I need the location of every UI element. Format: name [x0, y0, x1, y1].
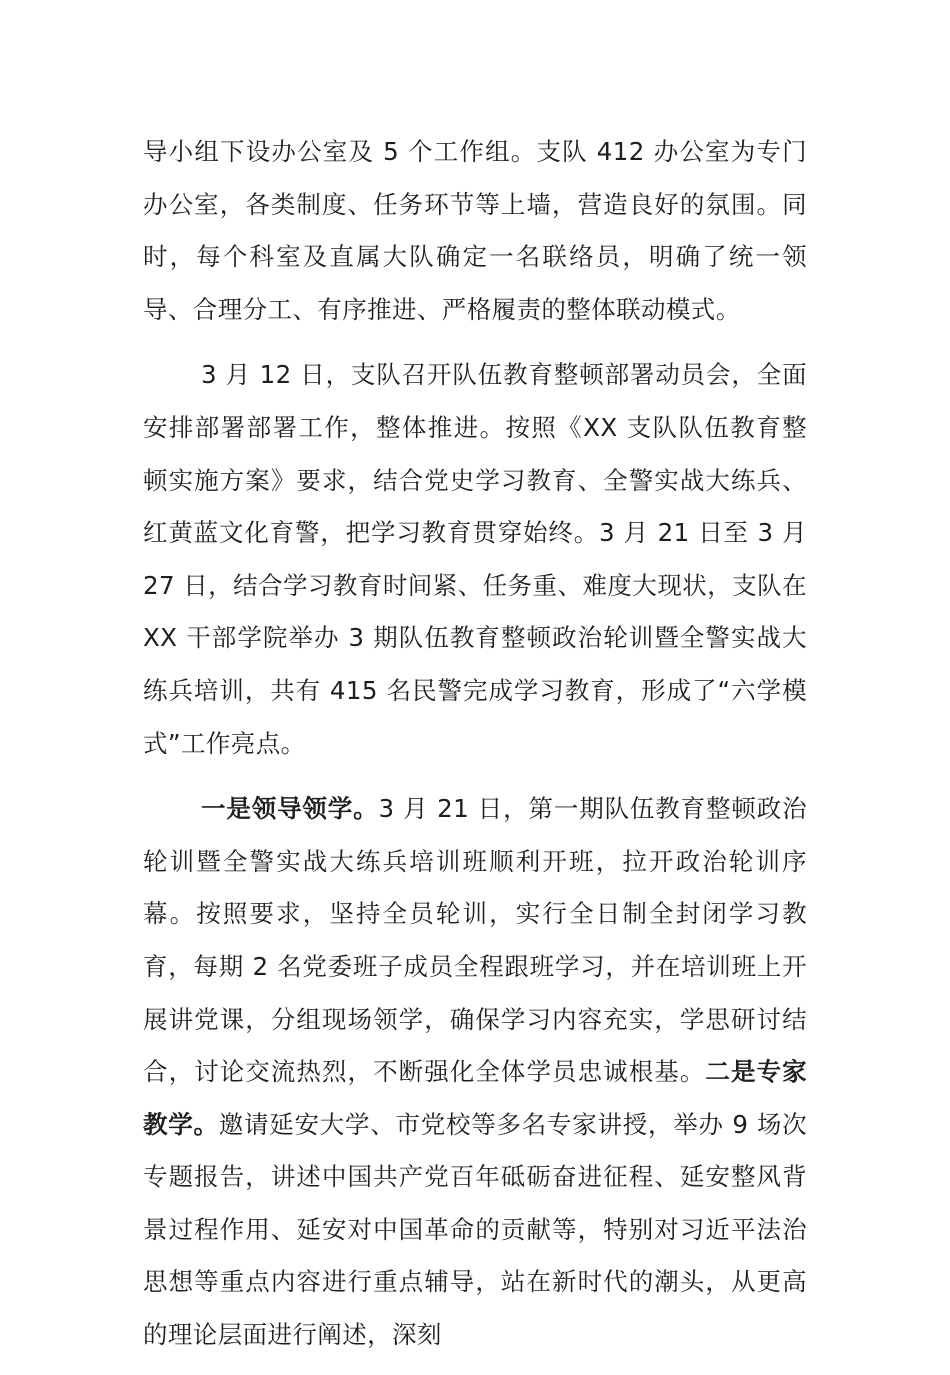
- paragraph-office-setup: 导小组下设办公室及 5 个工作组。支队 412 办公室为专门办公室，各类制度、任务环节等上墙，营造良好的氛围。同时，每个科室及直属大队确定一名联络员，明确了统一领导、合理分工、有序推进、严格履责的整体联动模式。: [143, 137, 807, 324]
- paragraph-mobilization-meeting: 3 月 12 日，支队召开队伍教育整顿部署动员会，全面安排部署部署工作，整体推进。按照《XX 支队队伍教育整顿实施方案》要求，结合党史学习教育、全警实战大练兵、红黄蓝文化育警，把学习教育贯穿始终。3 月 21 日至 3 月 27 日，结合学习教育时间紧、任务重、难度大现状，支队在 XX 干部学院举办 3 期队伍教育整顿政治轮训暨全警实战大练兵培训，共有 415 名民警完成学习教育，形成了“六学模式”工作亮点。: [143, 360, 807, 758]
- text-leader-learning: 3 月 21 日，第一期队伍教育整顿政治轮训暨全警实战大练兵培训班顺利开班，拉开政治轮训序幕。按照要求，坚持全员轮训，实行全日制全封闭学习教育，每期 2 名党委班子成员全程跟班学习，并在培训班上开展讲党课，分组现场领学，确保学习内容充实，学思研讨结合，讨论交流热烈，不断强化全体学员忠诚根基。: [143, 794, 807, 1087]
- lead-leader-learning: 一是领导领学。: [201, 794, 379, 824]
- text-expert-teaching: 邀请延安大学、市党校等多名专家讲授，举办 9 场次专题报告，讲述中国共产党百年砥砺奋进征程、延安整风背景过程作用、延安对中国革命的贡献等，特别对习近平法治思想等重点内容进行重点辅导，站在新时代的潮头，从更高的理论层面进行阐述，深刻: [143, 1109, 807, 1350]
- document-page: [143, 126, 807, 1375]
- paragraph-six-learning-modes: [143, 783, 807, 1362]
- lead-expert-teaching: 二是专家教学。: [143, 1057, 807, 1139]
